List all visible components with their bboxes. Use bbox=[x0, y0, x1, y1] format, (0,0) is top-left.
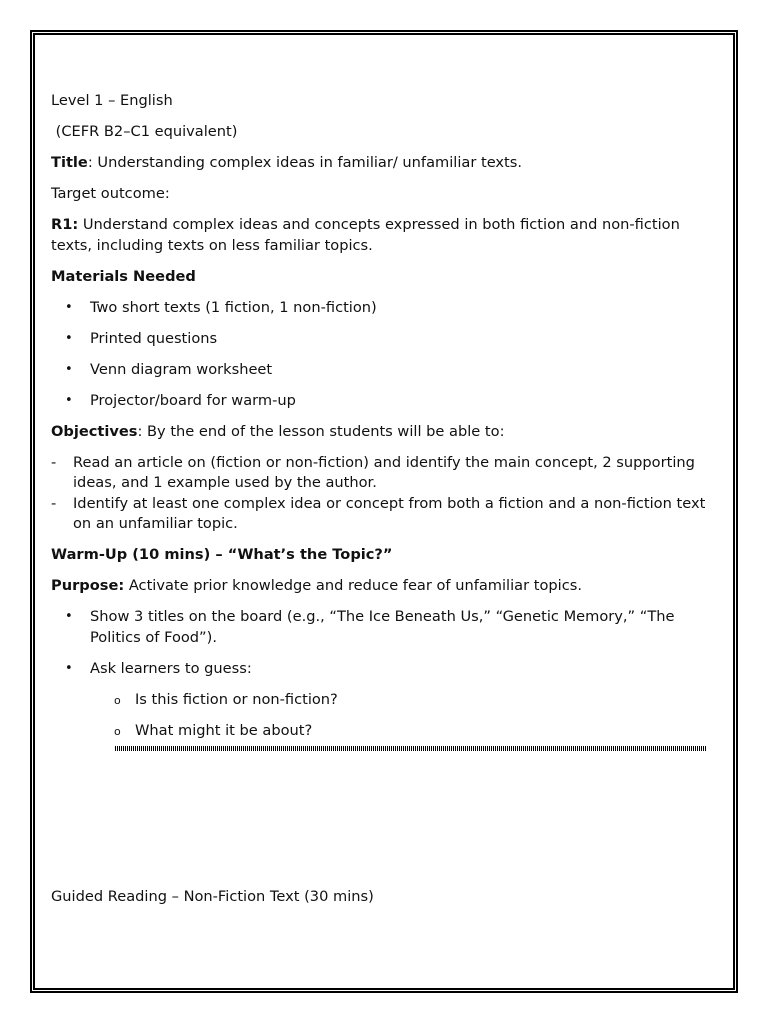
objectives-line bbox=[51, 422, 711, 443]
list-item bbox=[51, 494, 711, 535]
list-item bbox=[51, 329, 711, 350]
list-item bbox=[51, 453, 711, 494]
objectives-label: Objectives bbox=[51, 422, 138, 440]
r1-label: R1: bbox=[51, 216, 79, 233]
materials-list bbox=[51, 298, 711, 412]
guided-reading-heading: Guided Reading – Non-Fiction Text (30 mins) bbox=[51, 888, 374, 905]
bullet-icon: • bbox=[65, 299, 73, 315]
list-item-text: Projector/board for warm-up bbox=[90, 391, 296, 409]
list-item-text: Two short texts (1 fiction, 1 non-fiction) bbox=[90, 298, 377, 316]
list-item bbox=[51, 360, 711, 381]
list-item-text: What might it be about? bbox=[135, 721, 313, 739]
list-item-text: Is this fiction or non-fiction? bbox=[135, 690, 338, 708]
list-item bbox=[51, 659, 711, 680]
purpose-text: Activate prior knowledge and reduce fear of unfamiliar topics. bbox=[124, 577, 582, 594]
level-line: Level 1 – English bbox=[51, 92, 173, 109]
bullet-icon: • bbox=[65, 361, 73, 377]
r1-text: Understand complex ideas and concepts expressed in both fiction and non-fiction texts, including texts on less familiar topics. bbox=[51, 216, 680, 254]
purpose-label: Purpose: bbox=[51, 577, 125, 594]
bullet-icon: • bbox=[65, 392, 73, 408]
list-item-text: Show 3 titles on the board (e.g., “The Ice Beneath Us,” “Genetic Memory,” “The Politics of Food”). bbox=[90, 608, 675, 646]
cefr-line: (CEFR B2–C1 equivalent) bbox=[51, 123, 238, 140]
list-item-text: Ask learners to guess: bbox=[90, 659, 252, 677]
title-line bbox=[51, 153, 711, 174]
list-item-text: Printed questions bbox=[90, 329, 218, 347]
bullet-icon: • bbox=[65, 660, 73, 676]
purpose-line bbox=[51, 576, 711, 597]
warmup-sublist bbox=[51, 690, 711, 742]
bullet-icon: • bbox=[65, 609, 73, 624]
materials-heading: Materials Needed bbox=[51, 267, 196, 285]
list-item-text: Venn diagram worksheet bbox=[90, 360, 273, 378]
dash-icon: - bbox=[51, 453, 57, 471]
title-label: Title bbox=[51, 154, 88, 171]
list-item bbox=[51, 298, 711, 319]
objectives-list bbox=[51, 453, 711, 535]
title-text: : Understanding complex ideas in familiar/ unfamiliar texts. bbox=[87, 154, 523, 171]
dash-icon: - bbox=[51, 494, 57, 512]
list-item-text: Identify at least one complex idea or concept from both a fiction and a non-fiction text on an unfamiliar topic. bbox=[73, 494, 706, 532]
list-item-text: Read an article on (fiction or non-fiction) and identify the main concept, 2 supporting ideas, and 1 example used by the author. bbox=[73, 453, 695, 491]
list-item bbox=[51, 607, 711, 648]
circle-bullet-icon: o bbox=[114, 693, 121, 707]
list-item bbox=[51, 391, 711, 412]
list-item bbox=[51, 690, 711, 711]
document-body bbox=[51, 91, 711, 741]
r1-line bbox=[51, 215, 711, 256]
bullet-icon: • bbox=[65, 330, 73, 346]
circle-bullet-icon: o bbox=[114, 724, 121, 738]
hatched-divider bbox=[115, 746, 706, 751]
objectives-text: : By the end of the lesson students will be able to: bbox=[137, 422, 505, 440]
warmup-heading: Warm-Up (10 mins) – “What’s the Topic?” bbox=[51, 546, 393, 563]
list-item bbox=[51, 721, 711, 742]
target-outcome: Target outcome: bbox=[51, 185, 170, 202]
warmup-list bbox=[51, 607, 711, 679]
